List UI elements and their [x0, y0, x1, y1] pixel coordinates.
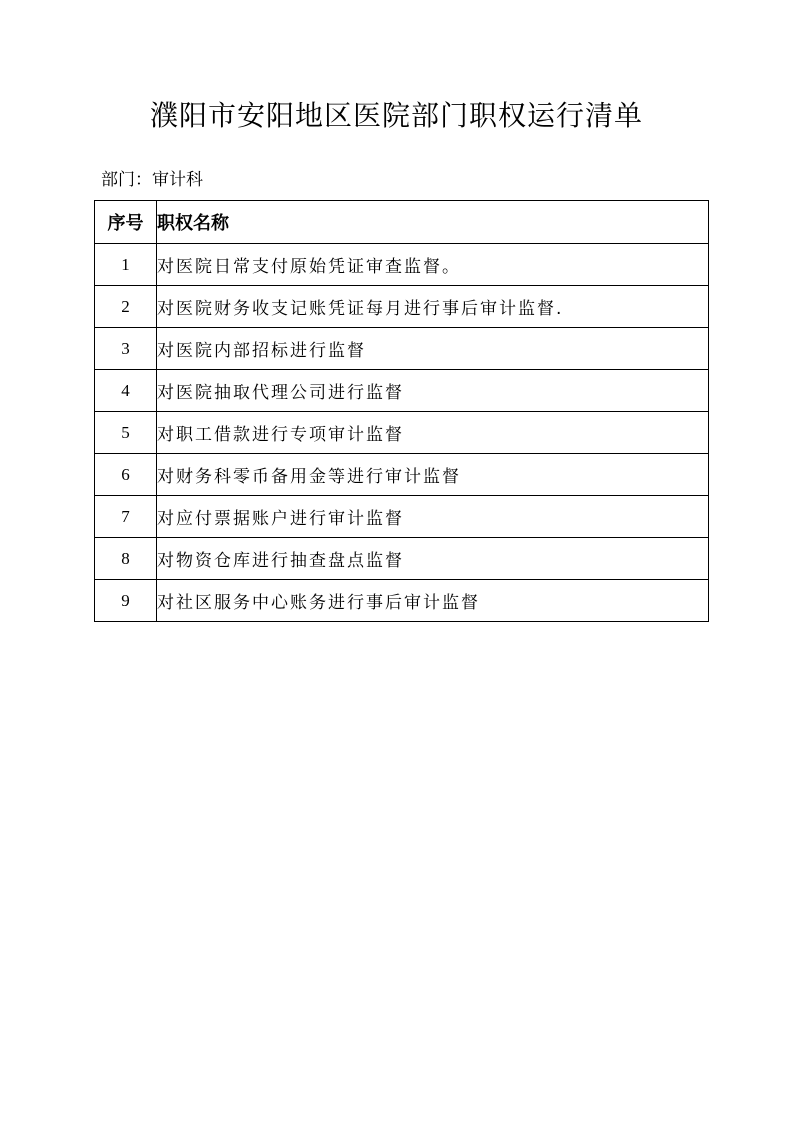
table-row	[95, 412, 709, 454]
row-no: 8	[95, 538, 157, 580]
row-no: 9	[95, 580, 157, 622]
row-no: 1	[95, 244, 157, 286]
table-row	[95, 244, 709, 286]
department-value: 审计科	[152, 170, 203, 190]
row-no: 7	[95, 496, 157, 538]
row-no: 5	[95, 412, 157, 454]
row-no: 2	[95, 286, 157, 328]
row-name: 对财务科零币备用金等进行审计监督	[157, 454, 709, 496]
row-name: 对物资仓库进行抽查盘点监督	[157, 538, 709, 580]
row-name: 对应付票据账户进行审计监督	[157, 496, 709, 538]
table-row	[95, 454, 709, 496]
table-header-row	[95, 201, 709, 244]
table-row	[95, 370, 709, 412]
row-no: 3	[95, 328, 157, 370]
table-row	[95, 328, 709, 370]
row-name: 对医院日常支付原始凭证审查监督。	[157, 244, 709, 286]
page-title: 濮阳市安阳地区医院部门职权运行清单	[149, 99, 643, 132]
row-no: 4	[95, 370, 157, 412]
table-row	[95, 580, 709, 622]
row-name: 对职工借款进行专项审计监督	[157, 412, 709, 454]
header-name: 职权名称	[157, 201, 709, 244]
row-name: 对医院抽取代理公司进行监督	[157, 370, 709, 412]
row-name: 对医院内部招标进行监督	[157, 328, 709, 370]
header-no: 序号	[95, 201, 157, 244]
table-row	[95, 538, 709, 580]
duty-table	[94, 200, 709, 622]
row-name: 对医院财务收支记账凭证每月进行事后审计监督.	[157, 286, 709, 328]
row-name: 对社区服务中心账务进行事后审计监督	[157, 580, 709, 622]
department-label: 部门：	[101, 170, 152, 190]
table-row	[95, 496, 709, 538]
row-no: 6	[95, 454, 157, 496]
department-line	[101, 168, 203, 192]
table-row	[95, 286, 709, 328]
